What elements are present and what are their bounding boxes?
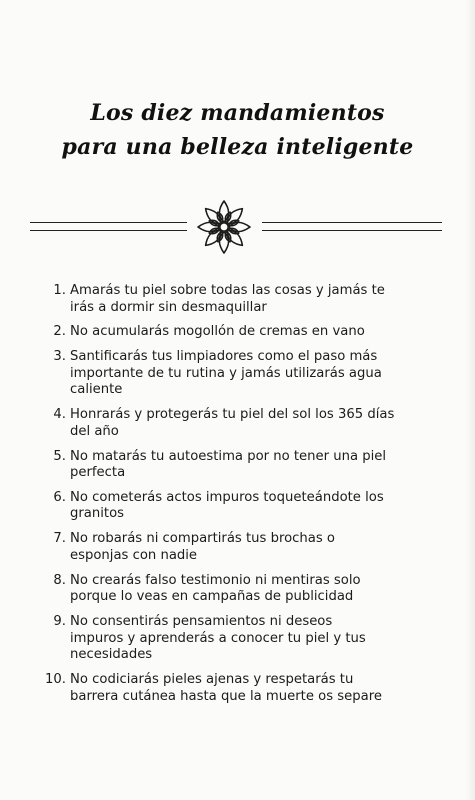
list-item-text-line: barrera cutánea hasta que la muerte os separe (70, 688, 382, 704)
list-item-text-line: No crearás falso testimonio ni mentiras solo (70, 572, 361, 588)
list-item-text-line: granitos (70, 506, 125, 522)
list-item-number: 4. (53, 407, 66, 423)
list-item (36, 407, 451, 440)
list-item-text-line: No codiciarás pieles ajenas y respetarás tu (70, 672, 354, 688)
list-item-text-line: Amarás tu piel sobre todas las cosas y jamás te (70, 283, 385, 298)
list-item-number: 6. (53, 489, 66, 505)
list-item-number: 9. (53, 614, 66, 630)
list-item (36, 614, 451, 664)
list-item-text (70, 614, 366, 664)
divider-left-top (30, 222, 187, 223)
list-item-text (70, 349, 382, 399)
list-item-text-line: importante de tu rutina y jamás utilizarás agua (70, 365, 382, 381)
list-item-number: 3. (53, 349, 66, 365)
list-item (36, 531, 451, 564)
list-item-text (70, 531, 335, 564)
list-item-text (70, 324, 365, 341)
list-item-text-line: porque lo veas en campañas de publicidad (70, 589, 354, 605)
divider-right-bottom (262, 230, 442, 231)
list-item-text-line: No robarás ni compartirás tus brochas o (70, 531, 335, 547)
list-item (36, 573, 451, 606)
list-item (36, 283, 451, 316)
list-item-number: 5. (53, 448, 66, 464)
commandments-list (36, 283, 451, 713)
list-item-text-line: del año (70, 423, 119, 439)
divider-right-top (262, 222, 442, 223)
title-line-1: Los diez mandamientos (90, 100, 385, 126)
list-item (36, 449, 451, 482)
list-item-text-line: impuros y aprenderás a conocer tu piel y tus (70, 630, 366, 646)
list-item-number: 10. (45, 672, 66, 688)
flower-ornament-icon (197, 200, 251, 254)
list-item-number: 2. (53, 324, 66, 340)
list-item-number: 8. (53, 572, 66, 588)
list-item (36, 672, 451, 705)
list-item (36, 349, 451, 399)
list-item-text-line: irás a dormir sin desmaquillar (70, 299, 267, 315)
list-item (36, 490, 451, 523)
list-item (36, 324, 451, 341)
list-item-text (70, 672, 382, 705)
list-item-text-line: Santificarás tus limpiadores como el paso más (70, 349, 378, 365)
page-title (0, 96, 475, 164)
list-item-text-line: No consentirás pensamientos ni deseos (70, 614, 333, 630)
list-item-text-line: perfecta (70, 465, 126, 481)
list-item-text (70, 490, 384, 523)
title-line-2: para una belleza inteligente (61, 134, 414, 160)
list-item-text-line: No matarás tu autoestima por no tener una piel (70, 448, 387, 464)
divider-left-bottom (30, 230, 187, 231)
list-item-text-line: No acumularás mogollón de cremas en vano (70, 324, 365, 340)
list-item-text-line: necesidades (70, 647, 153, 663)
list-item-number: 1. (53, 283, 66, 298)
list-item-text (70, 449, 386, 482)
list-item-text-line: esponjas con nadie (70, 547, 198, 563)
list-item-text-line: Honrarás y protegerás tu piel del sol los 365 días (70, 407, 395, 423)
list-item-text-line: No cometerás actos impuros toqueteándote los (70, 489, 384, 505)
list-item-text (70, 407, 394, 440)
list-item-text (70, 283, 385, 316)
list-item-text (70, 573, 361, 606)
list-item-text-line: caliente (70, 382, 123, 398)
list-item-number: 7. (53, 531, 66, 547)
